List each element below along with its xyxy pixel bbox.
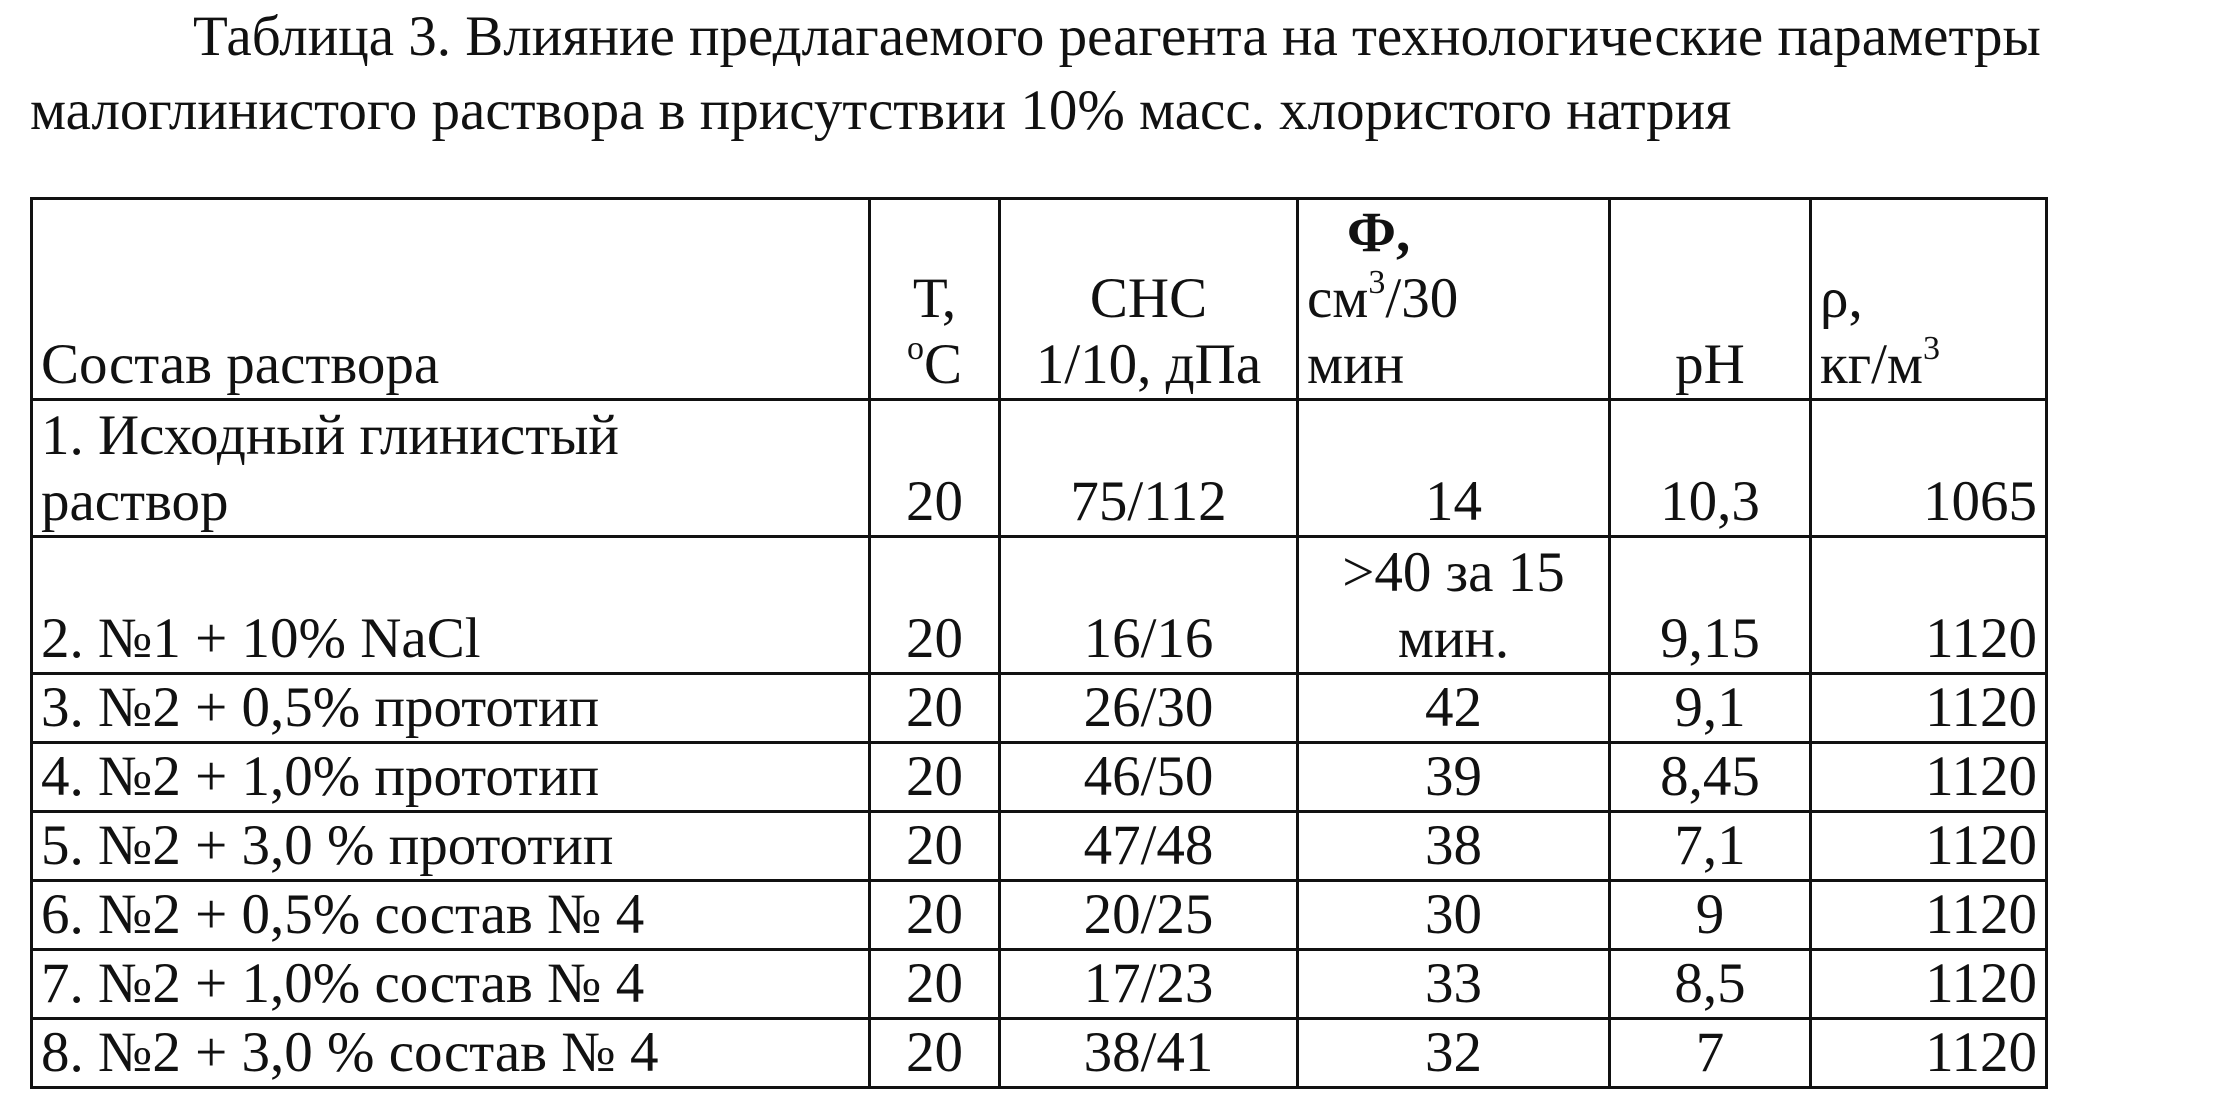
cell-composition: 2. №1 + 10% NaCl [32, 537, 870, 674]
header-filtration-symbol: Ф, [1347, 201, 1411, 264]
table-row [32, 881, 2047, 950]
cell-snc: 75/112 [1000, 400, 1298, 537]
cell-filtration-line1: >40 за 15 [1342, 541, 1565, 604]
cell-temperature: 20 [870, 1019, 1000, 1088]
cell-snc: 47/48 [1000, 812, 1298, 881]
table-row [32, 537, 2047, 674]
table-row [32, 674, 2047, 743]
cell-filtration: 30 [1298, 881, 1610, 950]
cell-temperature: 20 [870, 537, 1000, 674]
caption-line-1: Таблица 3. Влияние предлагаемого реагента на технологические параметры [193, 5, 2041, 68]
header-temperature [870, 199, 1000, 400]
cell-composition: 8. №2 + 3,0 % состав № 4 [32, 1019, 870, 1088]
cell-composition [32, 400, 870, 537]
cell-filtration: 39 [1298, 743, 1610, 812]
cell-filtration [1298, 537, 1610, 674]
header-composition-text: Состав раствора [41, 333, 440, 396]
cell-snc: 46/50 [1000, 743, 1298, 812]
table-row [32, 400, 2047, 537]
cell-density: 1120 [1811, 950, 2047, 1019]
table-caption [0, 0, 2225, 148]
table-row [32, 812, 2047, 881]
filtration-unit-sup: 3 [1368, 264, 1386, 301]
cell-snc: 20/25 [1000, 881, 1298, 950]
table-row [32, 1019, 2047, 1088]
filtration-unit-suffix: /30 [1385, 267, 1459, 330]
cell-temperature: 20 [870, 881, 1000, 950]
cell-snc: 38/41 [1000, 1019, 1298, 1088]
cell-ph: 9,15 [1610, 537, 1811, 674]
cell-temperature: 20 [870, 950, 1000, 1019]
cell-composition: 3. №2 + 0,5% прототип [32, 674, 870, 743]
cell-temperature: 20 [870, 674, 1000, 743]
cell-temperature: 20 [870, 400, 1000, 537]
cell-temperature: 20 [870, 812, 1000, 881]
degree-sup: о [906, 330, 924, 367]
table-row [32, 950, 2047, 1019]
density-unit-prefix: кг/м [1820, 333, 1923, 396]
filtration-unit-prefix: см [1307, 267, 1369, 330]
cell-composition: 6. №2 + 0,5% состав № 4 [32, 881, 870, 950]
cell-filtration: 42 [1298, 674, 1610, 743]
cell-density: 1065 [1811, 400, 2047, 537]
cell-filtration: 38 [1298, 812, 1610, 881]
header-density-unit [1820, 332, 2037, 398]
cell-snc: 26/30 [1000, 674, 1298, 743]
cell-composition: 5. №2 + 3,0 % прототип [32, 812, 870, 881]
header-composition [32, 199, 870, 400]
header-filtration [1298, 199, 1610, 400]
cell-ph: 7,1 [1610, 812, 1811, 881]
header-density [1811, 199, 2047, 400]
cell-density: 1120 [1811, 1019, 2047, 1088]
header-snc [1000, 199, 1298, 400]
cell-ph: 9 [1610, 881, 1811, 950]
cell-ph: 10,3 [1610, 400, 1811, 537]
header-ph [1610, 199, 1811, 400]
cell-ph: 9,1 [1610, 674, 1811, 743]
celsius-letter: С [923, 333, 963, 396]
header-snc-line1: СНС [1089, 267, 1208, 330]
cell-composition: 7. №2 + 1,0% состав № 4 [32, 950, 870, 1019]
header-ph-text: pH [1675, 333, 1745, 396]
cell-density: 1120 [1811, 674, 2047, 743]
header-temperature-symbol: Т, [912, 267, 957, 330]
cell-composition: 4. №2 + 1,0% прототип [32, 743, 870, 812]
header-filtration-unit [1307, 266, 1600, 332]
cell-filtration: 14 [1298, 400, 1610, 537]
cell-composition-line2: раствор [41, 470, 229, 533]
cell-temperature: 20 [870, 743, 1000, 812]
cell-composition-line1: 1. Исходный глинистый [41, 404, 619, 467]
header-temperature-unit [879, 332, 990, 398]
cell-snc: 16/16 [1000, 537, 1298, 674]
header-density-symbol: ρ, [1820, 267, 1863, 330]
cell-density: 1120 [1811, 537, 2047, 674]
header-snc-line2: 1/10, дПа [1035, 333, 1262, 396]
cell-density: 1120 [1811, 812, 2047, 881]
cell-filtration: 33 [1298, 950, 1610, 1019]
cell-snc: 17/23 [1000, 950, 1298, 1019]
cell-density: 1120 [1811, 743, 2047, 812]
table-row [32, 743, 2047, 812]
cell-filtration-line2: мин. [1397, 607, 1510, 670]
parameters-table [30, 197, 2048, 1089]
density-unit-sup: 3 [1922, 330, 1940, 367]
cell-filtration: 32 [1298, 1019, 1610, 1088]
header-row [32, 199, 2047, 400]
cell-density: 1120 [1811, 881, 2047, 950]
cell-ph: 7 [1610, 1019, 1811, 1088]
caption-line-2: малоглинистого раствора в присутствии 10% масс. хлористого натрия [30, 79, 1732, 142]
cell-ph: 8,5 [1610, 950, 1811, 1019]
header-filtration-line3: мин [1307, 333, 1405, 396]
cell-ph: 8,45 [1610, 743, 1811, 812]
